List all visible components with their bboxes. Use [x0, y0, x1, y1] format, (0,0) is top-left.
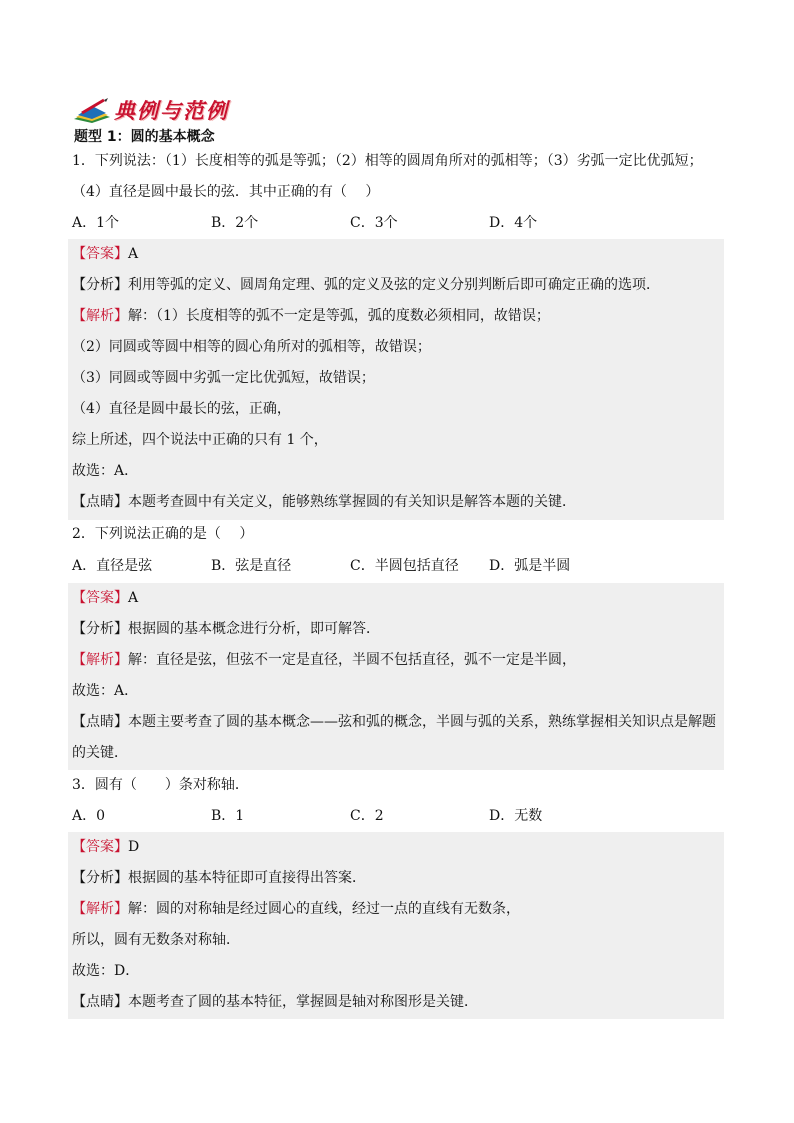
comment-tag: 【点睛】 — [72, 494, 128, 510]
comment-text: 本题考查圆中有关定义，能够熟练掌握圆的有关知识是解答本题的关键． — [128, 494, 576, 510]
option-a: A．1个 — [72, 215, 120, 231]
solution-line: 故选：D． — [72, 963, 140, 979]
solution-line: （4）直径是圆中最长的弦，正确， — [72, 401, 291, 417]
answer-line — [72, 587, 138, 609]
section-banner — [72, 96, 229, 124]
answer-line — [72, 836, 139, 858]
solution-line: （2）同圆或等圆中相等的圆心角所对的弧相等，故错误； — [72, 339, 431, 355]
analysis-line — [72, 274, 660, 296]
question-stem: 3．圆有（ ）条对称轴． — [72, 777, 249, 793]
option-d: D．无数 — [489, 808, 543, 824]
book-pen-icon — [72, 97, 112, 123]
question-stem: （4）直径是圆中最长的弦．其中正确的有（ ） — [72, 184, 380, 200]
option-d: D．弧是半圆 — [489, 558, 571, 574]
analysis-text: 根据圆的基本特征即可直接得出答案． — [128, 870, 366, 886]
analysis-text: 利用等弧的定义、圆周角定理、弧的定义及弦的定义分别判断后即可确定正确的选项． — [128, 277, 660, 293]
comment-line — [72, 711, 716, 733]
option-c: C．半圆包括直径 — [350, 558, 459, 574]
question-stem: 2．下列说法正确的是（ ） — [72, 526, 254, 542]
comment-text: 本题主要考查了圆的基本概念——弦和弧的概念，半圆与弧的关系，熟练掌握相关知识点是解题 — [128, 714, 716, 730]
question-stem: 1．下列说法：（1）长度相等的弧是等弧；（2）相等的圆周角所对的弧相等；（3）劣弧一定比优弧短； — [72, 153, 703, 169]
solution-line: 综上所述，四个说法中正确的只有 1 个， — [72, 432, 328, 448]
option-b: B．1 — [211, 808, 245, 824]
solution-line — [72, 649, 576, 671]
analysis-tag: 【分析】 — [72, 277, 128, 293]
answer-tag: 【答案】 — [72, 246, 128, 262]
analysis-line — [72, 867, 366, 889]
comment-tag: 【点睛】 — [72, 994, 128, 1010]
option-c: C．3个 — [350, 215, 398, 231]
solution-tag: 【解析】 — [72, 901, 128, 917]
analysis-line — [72, 618, 380, 640]
solution-text: 解：（1）长度相等的弧不一定是等弧，弧的度数必须相同，故错误； — [128, 308, 550, 324]
comment-line: 的关键． — [72, 745, 128, 761]
answer-value: D — [128, 839, 140, 855]
solution-text: 解：圆的对称轴是经过圆心的直线，经过一点的直线有无数条， — [128, 901, 520, 917]
analysis-tag: 【分析】 — [72, 870, 128, 886]
analysis-tag: 【分析】 — [72, 621, 128, 637]
solution-line: 所以，圆有无数条对称轴． — [72, 932, 240, 948]
comment-line — [72, 991, 478, 1013]
option-b: B．弦是直径 — [211, 558, 292, 574]
option-a: A．0 — [72, 808, 106, 824]
solution-line: （3）同圆或等圆中劣弧一定比优弧短，故错误； — [72, 370, 375, 386]
option-row — [72, 555, 628, 577]
answer-block — [68, 583, 724, 770]
solution-line: 故选：A． — [72, 463, 139, 479]
comment-text: 本题考查了圆的基本特征，掌握圆是轴对称图形是关键． — [128, 994, 478, 1010]
comment-line — [72, 491, 576, 513]
option-row — [72, 805, 628, 827]
banner-title: 典例与范例 — [114, 99, 229, 123]
solution-line — [72, 898, 520, 920]
solution-tag: 【解析】 — [72, 652, 128, 668]
answer-value: A — [128, 246, 139, 262]
solution-line — [72, 305, 550, 327]
analysis-text: 根据圆的基本概念进行分析，即可解答． — [128, 621, 380, 637]
solution-text: 解：直径是弦，但弦不一定是直径，半圆不包括直径，弧不一定是半圆， — [128, 652, 576, 668]
comment-tag: 【点睛】 — [72, 714, 128, 730]
option-a: A．直径是弦 — [72, 558, 153, 574]
answer-tag: 【答案】 — [72, 590, 128, 606]
section-title: 题型 1：圆的基本概念 — [74, 129, 215, 145]
option-row — [72, 212, 628, 234]
solution-line: 故选：A． — [72, 683, 139, 699]
option-d: D．4个 — [489, 215, 538, 231]
answer-line — [72, 243, 138, 265]
answer-value: A — [128, 590, 139, 606]
option-b: B．2个 — [211, 215, 259, 231]
solution-tag: 【解析】 — [72, 308, 128, 324]
option-c: C．2 — [350, 808, 384, 824]
answer-tag: 【答案】 — [72, 839, 128, 855]
